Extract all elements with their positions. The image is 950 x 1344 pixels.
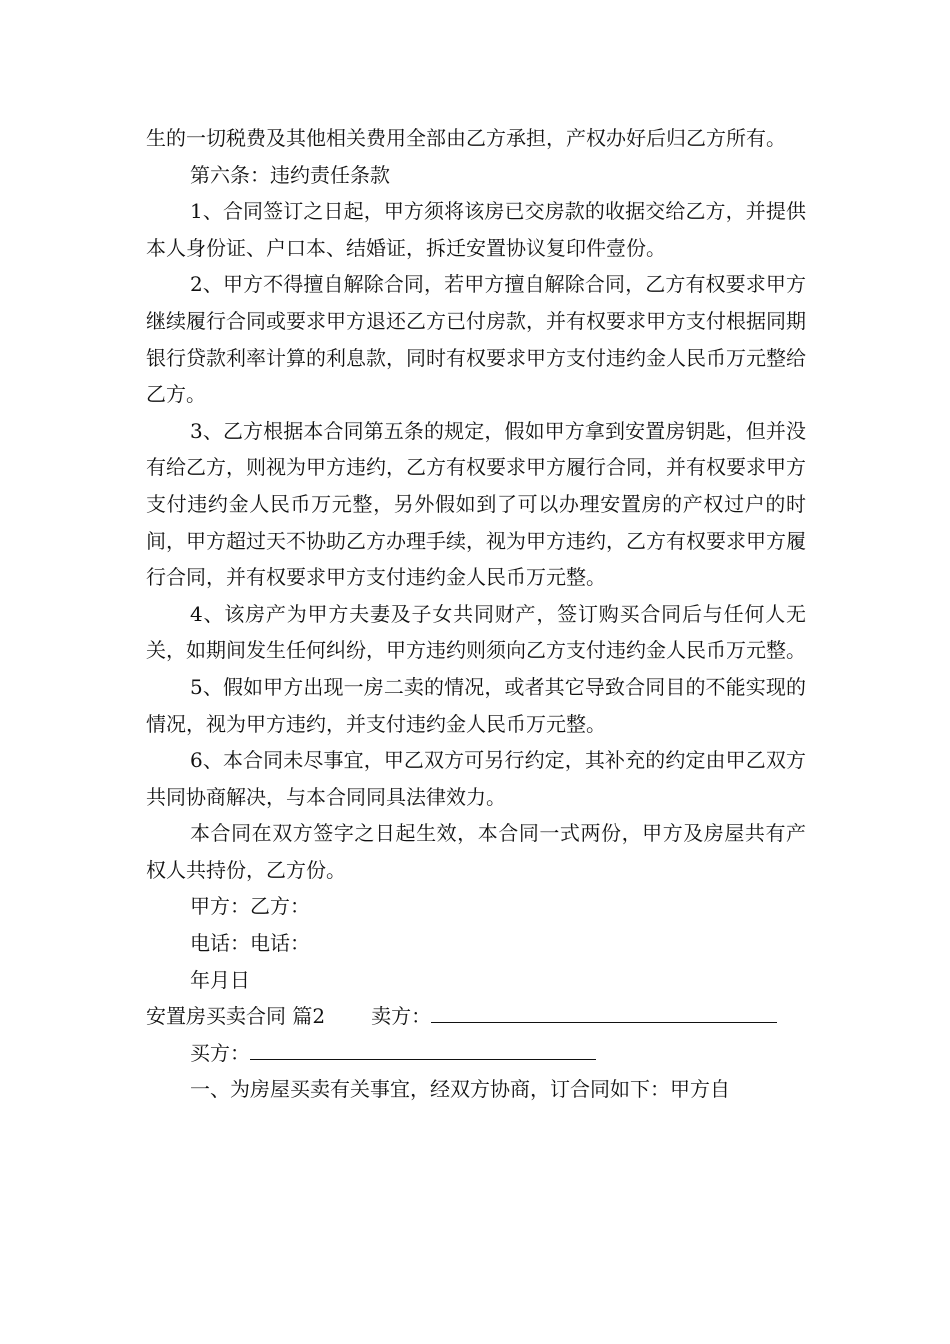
paragraph: 本合同在双方签字之日起生效，本合同一式两份，甲方及房屋共有产权人共持份，乙方份。 [146, 821, 806, 882]
seller-label: 卖方： [371, 1004, 432, 1029]
seller-blank-line [431, 998, 777, 1023]
paragraph: 3、乙方根据本合同第五条的规定，假如甲方拿到安置房钥匙，但并没有给乙方，则视为甲方违约，乙方有权要求甲方履行合同，并有权要求甲方支付违约金人民币万元整，另外假如到了可以办理安置房的产权过户的时间，甲方超过天不协助乙方办理手续，视为甲方违约，乙方有权要求甲方履行合同，并有权要求甲方支付违约金人民币万元整。 [146, 418, 806, 590]
paragraph: 6、本合同未尽事宜，甲乙双方可另行约定，其补充的约定由甲乙双方共同协商解决，与本合同同具法律效力。 [146, 748, 806, 809]
document-body [146, 120, 806, 1108]
paragraph: 2、甲方不得擅自解除合同，若甲方擅自解除合同，乙方有权要求甲方继续履行合同或要求甲方退还乙方已付房款，并有权要求甲方支付根据同期银行贷款利率计算的利息款，同时有权要求甲方支付违约金人民币万元整给乙方。 [146, 272, 806, 407]
buyer-label: 买方： [190, 1040, 250, 1065]
paragraph: 1、合同签订之日起，甲方须将该房已交房款的收据交给乙方，并提供本人身份证、户口本、结婚证，拆迁安置协议复印件壹份。 [146, 199, 806, 260]
paragraph: 4、该房产为甲方夫妻及子女共同财产，签订购买合同后与任何人无关，如期间发生任何纠纷，甲方违约则须向乙方支付违约金人民币万元整。 [146, 601, 806, 663]
section2-header-line [146, 998, 806, 1035]
paragraph: 生的一切税费及其他相关费用全部由乙方承担，产权办好后归乙方所有。 [146, 126, 786, 150]
clause-heading: 第六条：违约责任条款 [190, 162, 390, 187]
signature-phone-line: 电话：电话： [190, 931, 310, 956]
signature-date-line: 年月日 [190, 967, 250, 992]
paragraph: 一、为房屋买卖有关事宜，经双方协商，订合同如下：甲方自 [190, 1077, 730, 1102]
buyer-blank-line [250, 1035, 596, 1060]
section2-title: 安置房买卖合同 篇2 [146, 1004, 326, 1029]
signature-party-line: 甲方：乙方： [190, 894, 310, 919]
buyer-line [146, 1035, 806, 1072]
paragraph: 5、假如甲方出现一房二卖的情况，或者其它导致合同目的不能实现的情况，视为甲方违约，并支付违约金人民币万元整。 [146, 674, 806, 736]
